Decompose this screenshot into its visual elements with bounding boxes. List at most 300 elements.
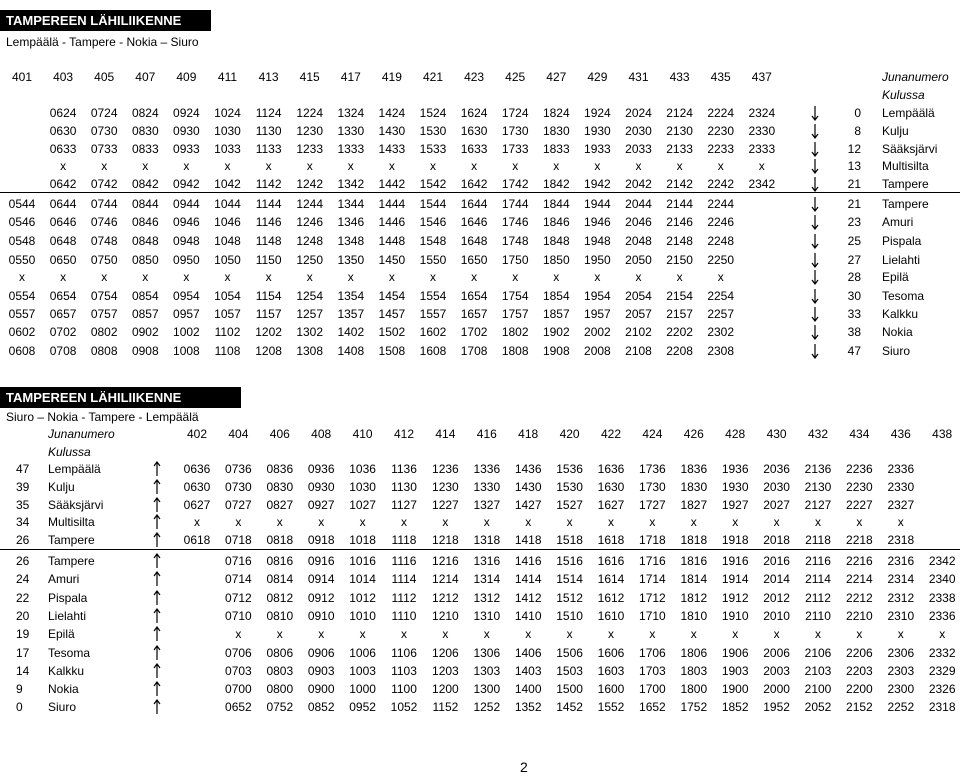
time-cell: 1512	[556, 591, 583, 605]
time-cell: 1202	[255, 325, 282, 339]
time-cell: 2252	[887, 700, 915, 714]
time-cell: 1616	[597, 554, 625, 568]
time-cell: 0648	[49, 234, 77, 248]
time-cell: 1102	[214, 325, 241, 339]
time-cell: 1546	[419, 215, 447, 229]
time-cell: 0850	[131, 253, 159, 267]
arrow-up-icon	[152, 680, 162, 698]
train-number: 408	[311, 427, 332, 441]
timetable-row	[0, 570, 960, 588]
timetable-row	[0, 251, 960, 269]
time-cell: 0833	[131, 142, 159, 156]
time-cell: 1830	[680, 480, 708, 494]
station-name: Lielahti	[882, 253, 921, 267]
time-cell: 1430	[378, 124, 406, 138]
arrow-up-icon	[152, 478, 162, 496]
time-cell: x	[566, 515, 573, 529]
time-cell: x	[690, 627, 697, 641]
time-cell: x	[101, 159, 108, 173]
km-cell: 13	[847, 159, 861, 173]
time-cell: 1114	[391, 572, 417, 586]
time-cell: 0633	[49, 142, 77, 156]
time-cell: 0954	[173, 289, 200, 303]
time-cell: 1654	[460, 289, 488, 303]
station-name: Kalkku	[882, 307, 919, 321]
train-number: 424	[642, 427, 663, 441]
time-cell: 0800	[266, 682, 294, 696]
km-cell: 9	[16, 682, 23, 696]
time-cell: 1827	[680, 498, 708, 512]
arrow-down-icon	[810, 122, 820, 140]
time-cell: 1316	[473, 554, 501, 568]
time-cell: 1744	[501, 197, 529, 211]
train-number: 434	[849, 427, 870, 441]
time-cell: 0824	[131, 106, 159, 120]
time-cell: x	[566, 627, 573, 641]
time-cell: 0624	[49, 106, 77, 120]
time-cell: 0906	[307, 646, 335, 660]
time-cell: 1810	[680, 609, 708, 623]
station-name: Kalkku	[48, 664, 85, 678]
time-cell: x	[717, 159, 724, 173]
time-cell: 1706	[639, 646, 666, 660]
time-cell: 1854	[542, 289, 570, 303]
time-cell: 1142	[255, 177, 282, 191]
time-cell: 0846	[131, 215, 159, 229]
time-cell: x	[608, 627, 614, 641]
time-cell: 2233	[707, 142, 735, 156]
time-cell: 1700	[639, 682, 666, 696]
time-cell: 2314	[887, 572, 915, 586]
time-cell: 0944	[173, 197, 200, 211]
time-cell: 2246	[707, 215, 735, 229]
timetable-row	[0, 323, 960, 341]
train-number: 418	[518, 427, 539, 441]
time-cell: 2110	[805, 609, 831, 623]
time-cell: 1027	[349, 498, 376, 512]
km-cell: 22	[16, 591, 30, 605]
time-cell: 2014	[763, 572, 790, 586]
time-cell: 1227	[432, 498, 459, 512]
time-cell: 1333	[337, 142, 365, 156]
train-number: 415	[299, 70, 320, 84]
km-cell: 0	[16, 700, 23, 714]
time-cell: x	[224, 159, 231, 173]
time-cell: 2308	[707, 344, 735, 358]
time-cell: 1844	[542, 197, 570, 211]
time-cell: 1248	[296, 234, 324, 248]
page-number: 2	[520, 759, 528, 775]
arrow-up-icon	[152, 698, 162, 716]
kulussa-row	[0, 443, 960, 461]
time-cell: 1508	[378, 344, 406, 358]
time-cell: 1444	[378, 197, 406, 211]
time-cell: 1514	[556, 572, 583, 586]
time-cell: 1857	[542, 307, 570, 321]
train-number: 403	[53, 70, 74, 84]
time-cell: 1250	[296, 253, 324, 267]
train-number: 429	[587, 70, 608, 84]
time-cell: 0942	[173, 177, 200, 191]
km-cell: 21	[847, 197, 861, 211]
arrow-down-icon	[810, 213, 820, 231]
train-number: 426	[683, 427, 704, 441]
time-cell: x	[594, 270, 601, 284]
time-cell: 2036	[763, 462, 790, 476]
time-cell: 1542	[419, 177, 447, 191]
timetable-row	[0, 662, 960, 680]
timetable-row	[0, 140, 960, 158]
time-cell: 0750	[90, 253, 118, 267]
time-cell: 1748	[501, 234, 529, 248]
time-cell: 1730	[639, 480, 666, 494]
time-cell: 1906	[721, 646, 749, 660]
section1-route: Lempäälä - Tampere - Nokia – Siuro	[6, 35, 199, 49]
time-cell: x	[224, 270, 231, 284]
time-cell: 1736	[639, 462, 666, 476]
time-cell: x	[388, 270, 395, 284]
time-cell: 1457	[378, 307, 406, 321]
time-cell: 1344	[337, 197, 365, 211]
arrow-down-icon	[810, 251, 820, 269]
timetable-row	[0, 104, 960, 122]
time-cell: x	[101, 270, 108, 284]
arrow-up-icon	[152, 552, 162, 570]
time-cell: 0646	[49, 215, 77, 229]
time-cell: 0546	[8, 215, 36, 229]
station-name: Kulju	[882, 124, 909, 138]
time-cell: 1910	[721, 609, 749, 623]
km-cell: 34	[16, 515, 30, 529]
train-number-label: Junanumero	[48, 427, 115, 441]
time-cell: x	[512, 159, 519, 173]
station-name: Pispala	[48, 591, 88, 605]
time-cell: 1044	[214, 197, 241, 211]
timetable-row	[0, 122, 960, 140]
time-cell: x	[388, 159, 395, 173]
time-cell: 1624	[460, 106, 488, 120]
timetable-row	[0, 607, 960, 625]
time-cell: 1024	[214, 106, 241, 120]
time-cell: 1633	[460, 142, 488, 156]
time-cell: 1230	[296, 124, 324, 138]
time-cell: 1606	[597, 646, 625, 660]
time-cell: x	[635, 270, 642, 284]
time-cell: 1327	[473, 498, 501, 512]
km-cell: 24	[16, 572, 30, 586]
time-cell: 0810	[266, 609, 294, 623]
time-cell: 1730	[501, 124, 529, 138]
time-cell: 1446	[378, 215, 406, 229]
time-cell: 0703	[225, 664, 252, 678]
time-cell: 2024	[625, 106, 652, 120]
time-cell: 1303	[473, 664, 501, 678]
time-cell: 0903	[307, 664, 335, 678]
km-cell: 0	[854, 106, 861, 120]
time-cell: 2257	[707, 307, 735, 321]
time-cell: 1502	[378, 325, 406, 339]
time-cell: 1803	[680, 664, 708, 678]
time-cell: 1933	[584, 142, 611, 156]
time-cell: 0544	[8, 197, 36, 211]
timetable-row	[0, 531, 960, 549]
time-cell: 0642	[49, 177, 77, 191]
time-cell: 0748	[90, 234, 118, 248]
time-cell: 1646	[460, 215, 488, 229]
time-cell: 1433	[378, 142, 406, 156]
train-number: 419	[381, 70, 402, 84]
arrow-down-icon	[810, 157, 820, 175]
train-number: 416	[476, 427, 497, 441]
section2-title: TAMPEREEN LÄHILIIKENNE	[0, 387, 241, 408]
time-cell: x	[19, 270, 25, 284]
time-cell: 1130	[255, 124, 282, 138]
train-number: 421	[422, 70, 444, 84]
time-cell: 0706	[225, 646, 252, 660]
time-cell: 1648	[460, 234, 488, 248]
time-cell: 1424	[378, 106, 406, 120]
time-cell: 0724	[90, 106, 118, 120]
time-cell: 1324	[337, 106, 365, 120]
time-cell: 2302	[707, 325, 735, 339]
km-cell: 14	[16, 664, 30, 678]
time-cell: 1244	[296, 197, 324, 211]
time-cell: 1216	[432, 554, 459, 568]
time-cell: x	[732, 515, 739, 529]
time-cell: 1042	[214, 177, 241, 191]
kulussa-label: Kulussa	[48, 445, 91, 459]
time-cell: 2130	[666, 124, 693, 138]
time-cell: 1427	[514, 498, 542, 512]
time-cell: 1752	[680, 700, 708, 714]
time-cell: x	[430, 159, 436, 173]
arrow-down-icon	[810, 175, 820, 193]
time-cell: 1703	[639, 664, 666, 678]
time-cell: 1952	[763, 700, 790, 714]
time-cell: 0754	[90, 289, 118, 303]
time-cell: 1406	[514, 646, 542, 660]
time-cell: 1912	[721, 591, 749, 605]
time-cell: 0802	[90, 325, 118, 339]
station-name: Multisilta	[882, 159, 929, 173]
time-cell: 1110	[391, 609, 417, 623]
time-cell: 0950	[173, 253, 200, 267]
time-cell: 1350	[337, 253, 365, 267]
time-cell: 1230	[432, 480, 459, 494]
time-cell: 2042	[625, 177, 652, 191]
time-cell: x	[939, 627, 946, 641]
time-cell: 1600	[597, 682, 625, 696]
km-cell: 8	[854, 124, 861, 138]
time-cell: x	[758, 159, 765, 173]
station-name: Multisilta	[48, 515, 95, 529]
time-cell: x	[635, 159, 642, 173]
section1-title: TAMPEREEN LÄHILIIKENNE	[0, 10, 211, 31]
train-number: 405	[94, 70, 115, 84]
time-cell: 2002	[584, 325, 611, 339]
time-cell: 0757	[90, 307, 118, 321]
timetable-row	[0, 496, 960, 514]
time-cell: 1412	[514, 591, 542, 605]
time-cell: 2012	[763, 591, 790, 605]
time-cell: 0602	[8, 325, 36, 339]
train-number: 414	[435, 427, 456, 441]
time-cell: 0736	[225, 462, 252, 476]
arrow-up-icon	[152, 662, 162, 680]
time-cell: 2106	[804, 646, 832, 660]
time-cell: 2340	[928, 572, 956, 586]
time-cell: 0727	[225, 498, 252, 512]
time-cell: 2312	[887, 591, 915, 605]
arrow-up-icon	[152, 644, 162, 662]
arrow-down-icon	[810, 323, 820, 341]
time-cell: 1710	[639, 609, 666, 623]
time-cell: 1914	[721, 572, 749, 586]
time-cell: 0650	[49, 253, 77, 267]
train-number: 411	[217, 70, 238, 84]
time-cell: 0644	[49, 197, 77, 211]
timetable-row	[0, 513, 960, 531]
time-cell: 0654	[49, 289, 77, 303]
time-cell: 0830	[131, 124, 159, 138]
time-cell: 1206	[432, 646, 459, 660]
time-cell: 0548	[8, 234, 36, 248]
time-cell: 2326	[928, 682, 956, 696]
time-cell: 2310	[887, 609, 915, 623]
time-cell: 2033	[625, 142, 652, 156]
station-name: Pispala	[882, 234, 922, 248]
time-cell: x	[306, 159, 313, 173]
time-cell: 0744	[90, 197, 118, 211]
time-cell: 1112	[391, 591, 417, 605]
time-cell: 1846	[542, 215, 570, 229]
km-cell: 26	[16, 554, 30, 568]
time-cell: x	[359, 627, 366, 641]
time-cell: 2006	[763, 646, 790, 660]
time-cell: 0946	[173, 215, 200, 229]
time-cell: 1812	[680, 591, 708, 605]
time-cell: 2214	[846, 572, 873, 586]
arrow-down-icon	[810, 140, 820, 158]
time-cell: 1518	[556, 533, 583, 547]
train-number: 432	[807, 427, 829, 441]
time-cell: 0702	[49, 325, 77, 339]
station-name: Tampere	[48, 533, 95, 547]
time-cell: 2157	[666, 307, 693, 321]
time-cell: 2054	[625, 289, 652, 303]
time-cell: 2242	[707, 177, 735, 191]
station-name: Tampere	[48, 554, 95, 568]
time-cell: 1218	[432, 533, 459, 547]
time-cell: 2133	[666, 142, 693, 156]
time-cell: 1833	[542, 142, 570, 156]
train-number: 422	[600, 427, 622, 441]
time-cell: 1052	[390, 700, 418, 714]
station-name: Sääksjärvi	[48, 498, 104, 512]
time-cell: x	[194, 515, 200, 529]
time-cell: x	[676, 159, 683, 173]
time-cell: x	[594, 159, 601, 173]
time-cell: 0712	[225, 591, 252, 605]
time-cell: 2224	[707, 106, 735, 120]
time-cell: 1918	[721, 533, 749, 547]
time-cell: 1642	[460, 177, 488, 191]
time-cell: 1018	[349, 533, 376, 547]
time-cell: 1936	[721, 462, 749, 476]
time-cell: 1403	[514, 664, 542, 678]
station-name: Siuro	[882, 344, 911, 358]
time-cell: 0857	[131, 307, 159, 321]
time-cell: 1618	[597, 533, 625, 547]
time-cell: 0700	[225, 682, 252, 696]
timetable-row	[0, 195, 960, 213]
time-cell: 2330	[887, 480, 915, 494]
time-cell: 0730	[90, 124, 118, 138]
station-name: Sääksjärvi	[882, 142, 938, 156]
time-cell: 2142	[666, 177, 693, 191]
km-cell: 21	[847, 177, 861, 191]
arrow-down-icon	[810, 104, 820, 122]
train-number: 413	[258, 70, 279, 84]
time-cell: x	[732, 627, 739, 641]
time-cell: x	[183, 159, 190, 173]
time-cell: x	[265, 159, 272, 173]
time-cell: 2008	[584, 344, 611, 358]
train-number: 406	[269, 427, 290, 441]
train-number: 438	[932, 427, 953, 441]
time-cell: x	[442, 627, 449, 641]
time-cell: 1750	[501, 253, 529, 267]
time-cell: 1733	[501, 142, 529, 156]
time-cell: 1954	[584, 289, 611, 303]
station-name: Tampere	[882, 177, 929, 191]
time-cell: 1030	[349, 480, 376, 494]
time-cell: x	[60, 270, 67, 284]
time-cell: 1214	[432, 572, 459, 586]
time-cell: 1314	[473, 572, 501, 586]
time-cell: 1950	[584, 253, 611, 267]
time-cell: x	[306, 270, 313, 284]
time-cell: 1612	[597, 591, 625, 605]
time-cell: 1318	[473, 533, 501, 547]
time-cell: 0557	[8, 307, 36, 321]
time-cell: 2150	[666, 253, 693, 267]
time-cell: 1310	[473, 609, 501, 623]
train-number: 420	[559, 427, 580, 441]
train-number: 404	[228, 427, 249, 441]
time-cell: 0936	[307, 462, 335, 476]
time-cell: 1702	[460, 325, 488, 339]
time-cell: 0814	[266, 572, 294, 586]
timetable-row	[0, 157, 960, 175]
timetable-row	[0, 680, 960, 698]
time-cell: 1050	[214, 253, 241, 267]
time-cell: 2027	[763, 498, 790, 512]
time-cell: 1006	[349, 646, 376, 660]
time-cell: 0733	[90, 142, 118, 156]
time-cell: 1124	[255, 106, 282, 120]
time-cell: x	[483, 627, 490, 641]
time-cell: 1830	[542, 124, 570, 138]
time-cell: 2000	[763, 682, 790, 696]
timetable-row	[0, 305, 960, 323]
divider	[0, 549, 960, 550]
time-cell: 1608	[419, 344, 447, 358]
time-cell: x	[347, 270, 354, 284]
km-cell: 25	[847, 234, 861, 248]
time-cell: 0818	[266, 533, 294, 547]
km-cell: 39	[16, 480, 30, 494]
